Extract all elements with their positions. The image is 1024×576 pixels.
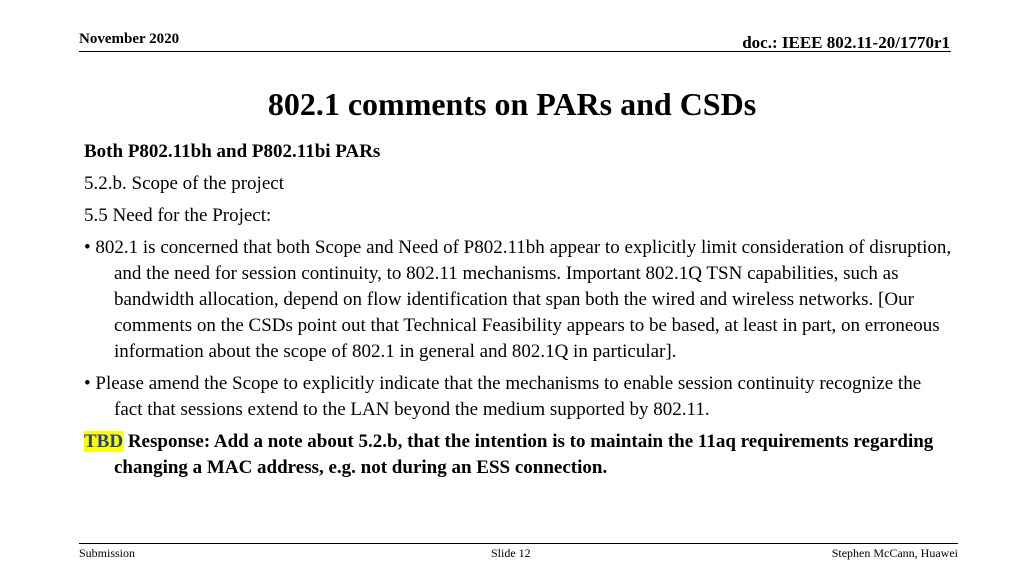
header-doc-id: doc.: IEEE 802.11-20/1770r1 [742,33,950,52]
response-text: Response: Add a note about 5.2.b, that the intention is to maintain the 11aq requirements regarding changing a MAC address, e.g. not during an ESS connection. [114,431,934,478]
response-paragraph [84,429,954,481]
footer-author: Stephen McCann, Huawei [831,546,958,560]
slide-title: 802.1 comments on PARs and CSDs [267,86,757,122]
footer-slide-number: Slide 12 [491,546,531,560]
header-date: November 2020 [79,31,180,47]
body-line-need: 5.5 Need for the Project: [84,205,272,226]
body-line-scope: 5.2.b. Scope of the project [84,173,284,194]
tbd-highlight: TBD [84,431,124,452]
body-heading: Both P802.11bh and P802.11bi PARs [84,141,381,162]
slide-body [84,139,954,487]
footer-divider [79,543,958,544]
bullet-item-amend: • Please amend the Scope to explicitly indicate that the mechanisms to enable session continuity recognize the fact that sessions extend to the LAN beyond the medium supported by 802.11. [84,373,922,420]
header-divider [79,51,951,52]
footer-submission: Submission [79,546,136,560]
bullet-item-concern: • 802.1 is concerned that both Scope and Need of P802.11bh appear to explicitly limit consideration of disruption, and the need for session continuity, to 802.11 mechanisms. Important 802.1Q TSN capabilities, such as bandwidth allocation, depend on flow identification that span both the wired and wireless networks. [Our comments on the CSDs point out that Technical Feasibility appears to be based, at least in part, on erroneous information about the scope of 802.1 in general and 802.1Q in particular]. [84,237,952,362]
